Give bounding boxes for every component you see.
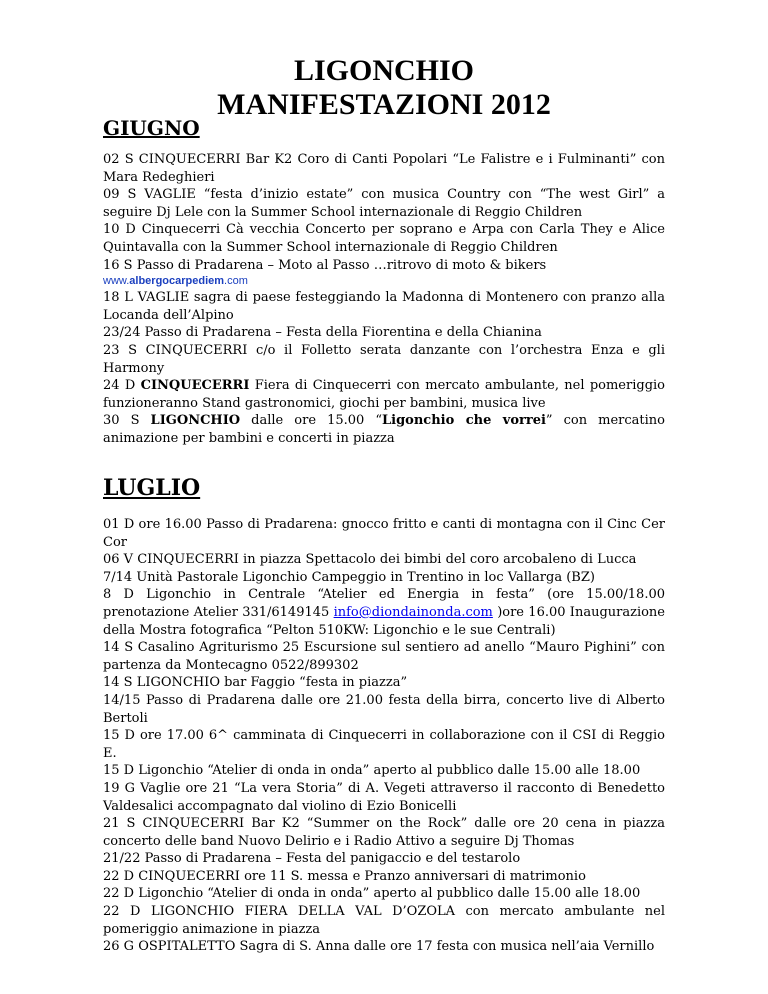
event-list-luglio (103, 516, 665, 956)
event-item: 14 S LIGONCHIO bar Faggio “festa in piazza” (103, 675, 408, 691)
website-prefix: www. (103, 275, 130, 288)
event-item: 14 S Casalino Agriturismo 25 Escursione sul sentiero ad anello “Mauro Pighini” con partenza da Montecagno 0522/899302 (103, 640, 665, 673)
email-link[interactable]: info@diondainonda.com (333, 604, 493, 620)
event-item: 22 D LIGONCHIO FIERA DELLA VAL D’OZOLA con mercato ambulante nel pomeriggio animazione in piazza (103, 904, 665, 937)
event-item: 19 G Vaglie ore 21 “La vera Storia” di A. Vegeti attraverso il racconto di Benedetto Valdesalici accompagnato dal violino di Ezio Bonicelli (103, 780, 665, 814)
event-item: 09 S VAGLIE “festa d’inizio estate” con musica Country con “The west Girl” a seguire Dj Lele con la Summer School internazionale di Reggio Children (103, 187, 665, 220)
event-item: 22 D Ligonchio “Atelier di onda in onda” aperto al pubblico dalle 15.00 alle 18.00 (103, 886, 641, 902)
website-domain: albergocarpediem (129, 275, 225, 288)
event-item: 21 S CINQUECERRI Bar K2 “Summer on the Rock” dalle ore 20 cena in piazza concerto delle band Nuovo Delirio e i Radio Attivo a seguire Dj Thomas (103, 816, 665, 849)
event-item: 23 S CINQUECERRI c/o il Folletto serata danzante con l’orchestra Enza e gli Harmony (103, 342, 665, 376)
event-text: dalle ore 15.00 “ (240, 413, 382, 429)
event-text: )ore 16.00 Inaugurazione della Mostra fotografica “Pelton 510KW: Ligonchio e le sue Centrali) (103, 604, 665, 638)
event-text: Fiera di Cinquecerri con mercato ambulante, nel pomeriggio funzioneranno Stand gastronomici, giochi per bambini, musica live (103, 378, 666, 411)
event-item: 15 D ore 17.00 6^ camminata di Cinquecerri in collaborazione con il CSI di Reggio E. (103, 728, 665, 761)
event-item: 01 D ore 16.00 Passo di Pradarena: gnocco fritto e canti di montagna con il Cinc Cer Cor (103, 517, 665, 550)
event-item (103, 412, 665, 447)
event-item: 06 V CINQUECERRI in piazza Spettacolo dei bimbi del coro arcobaleno di Lucca (103, 552, 637, 568)
event-item: 7/14 Unità Pastorale Ligonchio Campeggio in Trentino in loc Vallarga (BZ) (103, 569, 595, 585)
event-text: 8 D Ligonchio in Centrale “Atelier ed Energia in festa” (ore 15.00/18.00 prenotazione Atelier 331/6149145 (103, 587, 665, 620)
event-item: 21/22 Passo di Pradarena – Festa del panigaccio e del testarolo (103, 851, 521, 867)
event-item (103, 377, 665, 412)
event-item: 14/15 Passo di Pradarena dalle ore 21.00 festa della birra, concerto live di Alberto Bertoli (103, 692, 665, 726)
event-item: 22 D CINQUECERRI ore 11 S. messa e Pranzo anniversari di matrimonio (103, 868, 586, 884)
event-item: 23/24 Passo di Pradarena – Festa della Fiorentina e della Chianina (103, 325, 542, 341)
website-suffix: .com (224, 275, 248, 288)
document-subtitle: MANIFESTAZIONI 2012 (217, 88, 551, 121)
event-date: 30 S (103, 413, 151, 429)
event-item: 02 S CINQUECERRI Bar K2 Coro di Canti Popolari “Le Falistre e i Fulminanti” con Mara Redeghieri (103, 152, 665, 185)
event-item: 15 D Ligonchio “Atelier di onda in onda” aperto al pubblico dalle 15.00 alle 18.00 (103, 763, 641, 779)
section-heading-giugno: GIUGNO (103, 116, 200, 140)
event-date: 24 D (103, 378, 141, 394)
event-place: LIGONCHIO (150, 413, 241, 429)
event-item: 16 S Passo di Pradarena – Moto al Passo …ritrovo di moto & bikers (103, 257, 547, 273)
document-title: LIGONCHIO (293, 54, 475, 87)
section-heading-luglio: LUGLIO (103, 475, 201, 501)
event-item (103, 586, 665, 639)
event-item: 10 D Cinquecerri Cà vecchia Concerto per soprano e Arpa con Carla They e Alice Quintavalla con la Summer School internazionale di Reggio Children (103, 222, 665, 255)
event-name: Ligonchio che vorrei (382, 413, 546, 429)
website-link[interactable] (103, 274, 665, 289)
event-item: 26 G OSPITALETTO Sagra di S. Anna dalle ore 17 festa con musica nell’aia Vernillo (103, 939, 655, 955)
event-place: CINQUECERRI (140, 378, 250, 394)
event-text: ” con mercatino animazione per bambini e concerti in piazza (103, 413, 665, 446)
event-list-giugno (103, 151, 665, 448)
event-item: 18 L VAGLIE sagra di paese festeggiando la Madonna di Montenero con pranzo alla Locanda dell’Alpino (103, 290, 665, 323)
